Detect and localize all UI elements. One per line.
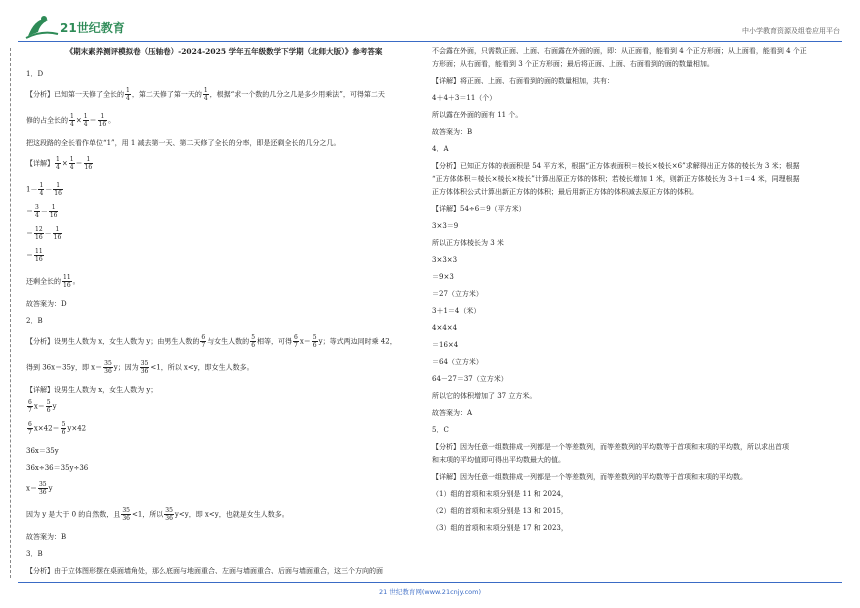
text-line: 【分析】已知正方体的表面积是 54 平方米，根据“正方体表面积＝棱长×棱长×6”求解得出正方体的棱长为 3 米；根据	[432, 162, 800, 170]
q1-remaining: 还剩全长的 $\frac{11}{16}$ 。	[26, 274, 80, 289]
fraction: $\frac{5}{6}$	[251, 334, 256, 349]
text-line: 4×4×4	[432, 324, 458, 332]
q2-analysis-2: 得到 36x＝35y，即 x＝ $\frac{35}{36}$ y；因为 $\frac{35}{36}$ <1，所以 x<y，即女生人数多。	[26, 360, 254, 375]
q2-heading: 2．B	[26, 317, 43, 325]
text-line: 【详解】54÷6＝9（平方米）	[432, 205, 526, 213]
fraction: $\frac{1}{4}$	[39, 182, 44, 197]
fraction: $\frac{35}{36}$	[104, 360, 112, 375]
q1-step-2: ＝ $\frac{3}{4}$ － $\frac{1}{16}$	[26, 204, 58, 219]
q2-detail: 【详解】设男生人数为 x，女生人数为 y；	[26, 386, 158, 394]
q2-step-2: $\frac{6}{7}$ x×42＝ $\frac{5}{6}$ y×42	[28, 421, 87, 436]
fraction: $\frac{6}{7}$	[201, 334, 206, 349]
text-line: （2）组的首项和末项分别是 13 和 2015，	[432, 507, 568, 515]
q1-step-1: 1－ $\frac{1}{4}$ － $\frac{1}{16}$	[26, 182, 62, 197]
header-divider	[18, 41, 842, 42]
fraction: $\frac{1}{16}$	[98, 113, 107, 128]
text-line: 【分析】因为任意一组数排成一列都是一个等差数列，而等差数列的平均数等于首项和末项的平均数，所以求出首项	[432, 443, 789, 451]
q4-answer: 故答案为：A	[432, 409, 473, 417]
text-line: （1）组的首项和末项分别是 11 和 2024，	[432, 490, 568, 498]
fraction: $\frac{6}{7}$	[28, 399, 32, 414]
fraction: $\frac{5}{6}$	[46, 399, 51, 414]
q2-step-3: 36x＝35y	[26, 447, 59, 455]
fraction: $\frac{6}{7}$	[294, 334, 298, 349]
fraction: $\frac{1}{4}$	[126, 87, 130, 102]
footer-divider	[18, 582, 842, 583]
text-line: （3）组的首项和末项分别是 17 和 2023，	[432, 524, 568, 532]
header-platform-text: 中小学教育资源及组卷应用平台	[742, 27, 840, 35]
fraction: $\frac{1}{16}$	[54, 182, 62, 197]
q2-conclusion: 因为 y 是大于 0 的自然数，且 $\frac{35}{36}$ <1，所以 $\frac{35}{36}$ y<y，即 x<y，也就是女生人数多。	[26, 507, 289, 522]
q2-analysis: 【分析】设男生人数为 x，女生人数为 y；由男生人数的 $\frac{6}{7}$ 与女生人数的 $\frac{5}{6}$ 相等，可得 $\frac{6}{7}$ x＝ $\frac{5}{6}$ y；等式两边同时乘 42，	[26, 334, 397, 349]
q1-answer: 故答案为：D	[26, 300, 67, 308]
fraction: $\frac{1}{4}$	[69, 156, 74, 171]
text-line: 【详解】将正面、上面、右面看到的面的数量相加，共有：	[432, 77, 614, 85]
q2-step-4: 36x÷36＝35y÷36	[26, 464, 89, 472]
q1-analysis-3: 把这段路的全长看作单位“1”，用 1 减去第一天、第二天修了全长的分率，即是还剩全长的几分之几。	[26, 139, 341, 147]
fraction: $\frac{1}{16}$	[84, 156, 93, 171]
footer-text: 21 世纪教育网(www.21cnjy.com)	[379, 588, 481, 596]
fraction: $\frac{12}{16}$	[35, 226, 43, 241]
fraction: $\frac{11}{16}$	[35, 248, 43, 263]
text-line: 所以露在外面的面有 11 个。	[432, 111, 523, 119]
fraction: $\frac{1}{4}$	[203, 87, 208, 102]
q5-heading: 5．C	[432, 426, 449, 434]
text-line: 【详解】因为任意一组数排成一列都是一个等差数列，而等差数列的平均数等于首项和末项的平均数。	[432, 473, 747, 481]
fraction: $\frac{3}{4}$	[35, 204, 39, 219]
text-line: 不会露在外面，只需数正面、上面、右面露在外面的面，即：从正面看，能看到 4 个正方形面；从上面看，能看到 4 个正	[432, 47, 807, 55]
text-line: 正方体体积公式计算出新正方体的体积；最后用新正方体的体积减去原正方体的体积。	[432, 188, 698, 196]
page-title: 《期末素养测评模拟卷（压轴卷）-2024-2025 学年五年级数学下学期（北师大版）》参考答案	[65, 47, 383, 56]
text-line: 所以正方体棱长为 3 米	[432, 239, 504, 247]
text-line: 所以它的体积增加了 37 立方米。	[432, 392, 537, 400]
text-line: 和末项的平均值即可得出平均数最大的值。	[432, 456, 565, 464]
fraction: $\frac{35}{36}$	[122, 507, 130, 522]
text-line: “正方体体积＝棱长×棱长×棱长”计算出原正方体的体积；若棱长增加 1 米，则新正方体棱长为 3＋1＝4 米，同理根据	[432, 175, 800, 183]
text-line: 3＋1＝4（米）	[432, 307, 481, 315]
q1-step-4: ＝ $\frac{11}{16}$	[26, 248, 43, 263]
text-line: 64－27＝37（立方米）	[432, 375, 508, 383]
fraction: $\frac{6}{7}$	[28, 421, 32, 436]
fraction: $\frac{11}{16}$	[63, 274, 71, 289]
text-line: 3×3＝9	[432, 222, 459, 230]
q3-answer: 故答案为：B	[432, 128, 473, 136]
q4-heading: 4．A	[432, 145, 449, 153]
q1-analysis: 【分析】已知第一天修了全长的 $\frac{1}{4}$ ，第二天修了第一天的 $\frac{1}{4}$ ，根据“求一个数的几分之几是多少用乘法”，可得第二天	[26, 87, 385, 102]
text-line: ＝16×4	[432, 341, 459, 349]
text-line: ＝27（立方米）	[432, 290, 483, 298]
fraction: $\frac{35}{36}$	[140, 360, 149, 375]
fraction: $\frac{1}{4}$	[56, 156, 60, 171]
left-column	[26, 47, 422, 584]
q2-answer: 故答案为：B	[26, 533, 67, 541]
right-column	[432, 47, 840, 541]
text-line: ＝64（立方米）	[432, 358, 483, 366]
q2-step-5: x＝ $\frac{35}{36}$ y	[26, 481, 53, 496]
q1-step-3: ＝ $\frac{12}{16}$ － $\frac{1}{16}$	[26, 226, 62, 241]
logo-text: 21世纪教育	[60, 21, 125, 35]
fraction: $\frac{5}{6}$	[312, 334, 317, 349]
fraction: $\frac{1}{4}$	[70, 113, 74, 128]
q3-analysis: 【分析】由于立体图形摆在桌面墙角处，那么底面与地面重合、左面与墙面重合、后面与墙面重合，这三个方向的面	[26, 567, 383, 575]
fraction: $\frac{1}{16}$	[49, 204, 58, 219]
fraction: $\frac{5}{6}$	[61, 421, 66, 436]
text-line: 4＋4＋3＝11（个）	[432, 94, 497, 102]
fraction: $\frac{1}{16}$	[53, 226, 62, 241]
q1-heading: 1．D	[26, 70, 44, 78]
fraction: $\frac{35}{36}$	[165, 507, 173, 522]
q1-analysis-2: 修的占全长的 $\frac{1}{4}$ × $\frac{1}{4}$ ＝ $\frac{1}{16}$ 。	[26, 113, 116, 128]
text-line: 方形面；从右面看，能看到 3 个正方形面；最后将正面、上面、右面看到的面的数量相加。	[432, 60, 714, 68]
q2-step-1: $\frac{6}{7}$ x＝ $\frac{5}{6}$ y	[28, 399, 57, 414]
binding-line	[10, 48, 11, 578]
fraction: $\frac{35}{36}$	[38, 481, 47, 496]
q1-detail: 【详解】 $\frac{1}{4}$ × $\frac{1}{4}$ ＝ $\frac{1}{16}$	[26, 156, 93, 171]
text-line: ＝9×3	[432, 273, 454, 281]
q3-heading: 3．B	[26, 550, 43, 558]
text-line: 3×3×3	[432, 256, 458, 264]
fraction: $\frac{1}{4}$	[83, 113, 88, 128]
